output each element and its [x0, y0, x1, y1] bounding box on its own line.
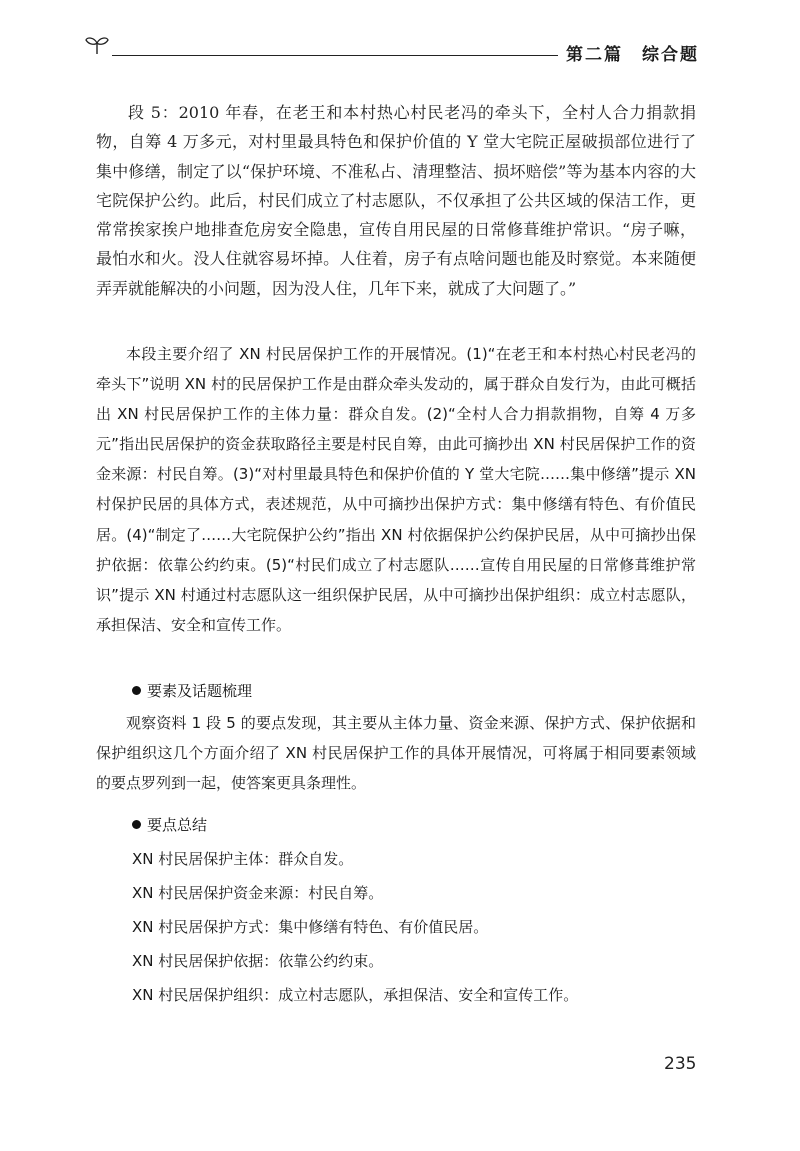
section-title: 第二篇 综合题 [566, 45, 699, 65]
summary-item: XN 村民居保护依据：依靠公约约束。 [132, 952, 384, 970]
sprout-icon [84, 34, 110, 56]
summary-item: XN 村民居保护资金来源：村民自筹。 [132, 884, 384, 902]
elements-heading: 要素及话题梳理 [96, 676, 696, 706]
source-paragraph: 段 5：2010 年春，在老王和本村热心村民老冯的牵头下，全村人合力捐款捐物，自筹 4 万多元，对村里最具特色和保护价值的 Y 堂大宅院正屋破损部位进行了集中修缮，制定了以“保护环境、不准私占、清理整洁、损坏赔偿”等为基本内容的大宅院保护公约。此后，村民们成立了村志愿队，不仅承担了公共区域的保洁工作，更常常挨家挨户地排查危房安全隐患，宣传自用民屋的日常修葺维护常识。“房子嘛，最怕水和火。没人住就容易坏掉。人住着，房子有点啥问题也能及时察觉。本来随便弄弄就能解决的小问题，因为没人住，几年下来，就成了大问题了。” [96, 103, 696, 298]
summary-heading: 要点总结 [96, 810, 696, 840]
elements-paragraph: 观察资料 1 段 5 的要点发现，其主要从主体力量、资金来源、保护方式、保护依据和保护组织这几个方面介绍了 XN 村民居保护工作的具体开展情况，可将属于相同要素领域的要点罗列到一起，使答案更具条理性。 [96, 714, 696, 793]
summary-item: XN 村民居保护组织：成立村志愿队，承担保洁、安全和宣传工作。 [132, 986, 579, 1004]
bullet-icon [132, 820, 141, 829]
header-rule [112, 55, 558, 56]
summary-item: XN 村民居保护主体：群众自发。 [132, 850, 354, 868]
summary-section [96, 810, 696, 1010]
summary-item: XN 村民居保护方式：集中修缮有特色、有价值民居。 [132, 918, 489, 936]
analysis-paragraph: 本段主要介绍了 XN 村民居保护工作的开展情况。(1)“在老王和本村热心村民老冯的牵头下”说明 XN 村的民居保护工作是由群众牵头发动的，属于群众自发行为，由此可概括出 XN 村民居保护工作的主体力量：群众自发。(2)“全村人合力捐款捐物，自筹 4 万多元”指出民居保护的资金获取路径主要是村民自筹，由此可摘抄出 XN 村民居保护工作的资金来源：村民自筹。(3)“对村里最具特色和保护价值的 Y 堂大宅院……集中修缮”提示 XN 村保护民居的具体方式，表述规范，从中可摘抄出保护方式：集中修缮有特色、有价值民居。(4)“制定了……大宅院保护公约”指出 XN 村依据保护公约保护民居，从中可摘抄出保护依据：依靠公约约束。(5)“村民们成立了村志愿队……宣传自用民屋的日常修葺维护常识”提示 XN 村通过村志愿队这一组织保护民居，从中可摘抄出保护组织：成立村志愿队，承担保洁、安全和宣传工作。 [96, 345, 696, 634]
page-number: 235 [664, 1054, 697, 1074]
bullet-icon [132, 686, 141, 695]
elements-section [96, 676, 696, 706]
